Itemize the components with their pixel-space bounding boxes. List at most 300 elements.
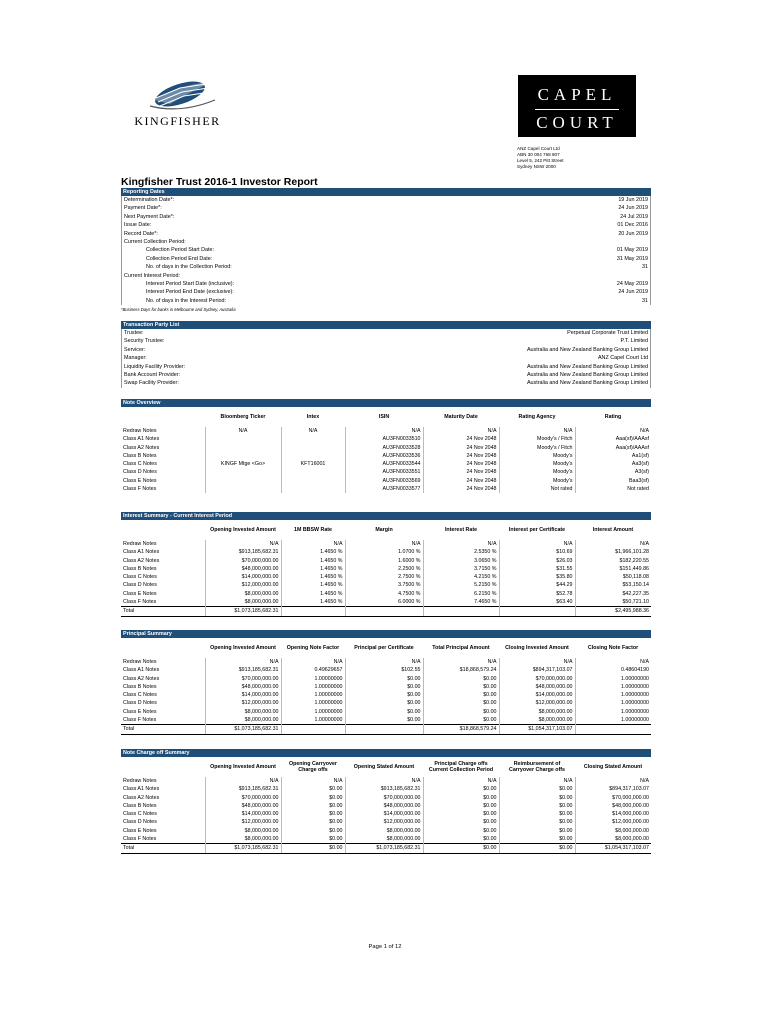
- info-label: Servicer:: [124, 346, 146, 353]
- total-label: Total: [121, 607, 205, 616]
- table-cell: AU3FN0033536: [345, 452, 423, 460]
- column-header: [121, 407, 205, 427]
- table-cell: $14,000,000.00: [575, 810, 651, 818]
- table-cell: $48,000,000.00: [205, 683, 281, 691]
- info-value: 20 Jun 2019: [618, 230, 648, 237]
- row-label: Class B Notes: [123, 683, 157, 690]
- address-line: Level 5, 242 Pitt Street: [517, 158, 564, 163]
- table-cell: N/A: [575, 540, 651, 548]
- table-cell: $0.00: [423, 835, 499, 844]
- table-row: [121, 683, 651, 691]
- table-cell: $0.00: [499, 835, 575, 844]
- table-cell: $0.00: [423, 675, 499, 683]
- table-cell: Aa1(sf): [575, 452, 651, 460]
- table-row: [121, 427, 651, 435]
- table-row: [121, 675, 651, 683]
- section-header: Note Charge off Summary: [121, 749, 651, 757]
- table-cell: $8,000,000.00: [575, 835, 651, 844]
- info-row: [121, 246, 651, 254]
- table-cell: AU3FN0033544: [345, 460, 423, 468]
- total-cell: $0.00: [281, 844, 345, 853]
- column-header: [121, 757, 205, 777]
- kingfisher-bird-icon: [120, 78, 235, 114]
- total-cell: $1,073,185,682.31: [205, 725, 281, 734]
- table-cell: Moody's: [499, 477, 575, 485]
- table-cell: $0.00: [499, 827, 575, 835]
- table-cell: $182,220.55: [575, 557, 651, 565]
- table-cell: Moody's: [499, 452, 575, 460]
- table-row: [121, 699, 651, 707]
- table-cell: 1.6000 %: [345, 557, 423, 565]
- table-row: [121, 557, 651, 565]
- transaction-party-section: [121, 321, 651, 388]
- table-cell: 1.4650 %: [281, 581, 345, 589]
- table-row: [121, 590, 651, 598]
- row-label: Class A2 Notes: [123, 794, 160, 801]
- info-label: Interest Period End Date (exclusive):: [146, 289, 234, 296]
- row-label: Redraw Notes: [123, 428, 157, 434]
- info-row: [121, 213, 651, 221]
- table-cell: $12,000,000.00: [499, 699, 575, 707]
- column-header: Total Principal Amount: [432, 645, 490, 651]
- row-label: Class A2 Notes: [123, 444, 160, 451]
- table-cell: [205, 444, 281, 452]
- table-row: [121, 785, 651, 793]
- table-cell: [205, 435, 281, 443]
- column-header: Intex: [306, 414, 320, 420]
- table-cell: [281, 444, 345, 452]
- table-cell: $63.40: [499, 598, 575, 607]
- table-cell: 1.00000000: [575, 691, 651, 699]
- business-days-note: *Business Days for banks in Melbourne and Sydney, Australia: [121, 307, 236, 313]
- total-cell: [499, 607, 575, 616]
- total-cell: $0.00: [499, 844, 575, 853]
- table-cell: 1.4650 %: [281, 590, 345, 598]
- table-cell: $102.55: [345, 666, 423, 674]
- table-cell: $70,000,000.00: [205, 675, 281, 683]
- row-label: Class F Notes: [123, 486, 157, 493]
- address-line: ABN 30 004 768 807: [517, 152, 560, 157]
- table-cell: $70,000,000.00: [205, 794, 281, 802]
- table-cell: $8,000,000.00: [499, 716, 575, 725]
- table-cell: 1.4650 %: [281, 548, 345, 556]
- table-cell: $0.00: [499, 802, 575, 810]
- table-cell: A3(sf): [575, 468, 651, 476]
- row-label: Redraw Notes: [123, 541, 157, 547]
- table-cell: $0.00: [423, 818, 499, 826]
- table-row: [121, 460, 651, 468]
- row-label: Class A2 Notes: [123, 675, 160, 682]
- table-cell: [205, 477, 281, 485]
- table-cell: 1.00000000: [281, 675, 345, 683]
- table-cell: KINGF Mtge <Go>: [205, 460, 281, 468]
- table-cell: N/A: [423, 777, 499, 785]
- table-row: [121, 540, 651, 548]
- info-row: [121, 337, 651, 345]
- table-cell: N/A: [345, 658, 423, 666]
- info-value: ANZ Capel Court Ltd: [597, 355, 648, 362]
- table-cell: $0.00: [423, 683, 499, 691]
- table-cell: [205, 468, 281, 476]
- row-label: Class E Notes: [123, 590, 157, 597]
- table-cell: $14,000,000.00: [205, 810, 281, 818]
- info-label: Issue Date:: [124, 222, 152, 229]
- table-cell: $70,000,000.00: [499, 675, 575, 683]
- table-cell: $48,000,000.00: [499, 683, 575, 691]
- info-value: Australia and New Zealand Banking Group Limited: [526, 363, 648, 370]
- report-title: Kingfisher Trust 2016-1 Investor Report: [121, 176, 318, 188]
- table-cell: [281, 468, 345, 476]
- total-cell: [575, 725, 651, 734]
- info-label: Determination Date*:: [124, 197, 175, 203]
- row-label: Class A1 Notes: [123, 667, 160, 674]
- table-row: [121, 666, 651, 674]
- table-cell: [281, 485, 345, 493]
- column-header: Maturity Date: [444, 414, 478, 420]
- total-cell: $0.00: [423, 844, 499, 853]
- table-cell: Aaa(sf)/AAAsf: [575, 444, 651, 452]
- table-cell: 1.00000000: [575, 716, 651, 725]
- info-value: P.T. Limited: [620, 338, 648, 345]
- table-cell: 1.00000000: [281, 683, 345, 691]
- table-cell: 3.7500 %: [345, 581, 423, 589]
- table-cell: 4.7500 %: [345, 590, 423, 598]
- row-label: Class D Notes: [123, 469, 157, 476]
- info-row: [121, 288, 651, 296]
- info-label: Bank Account Provider:: [124, 371, 181, 378]
- column-header: Interest per Certificate: [508, 527, 566, 533]
- table-header-row: [121, 638, 651, 658]
- table-cell: $70,000,000.00: [205, 557, 281, 565]
- table-cell: N/A: [575, 777, 651, 785]
- table-cell: $52.78: [499, 590, 575, 598]
- transaction-party-rows: [121, 329, 651, 388]
- table-cell: [281, 435, 345, 443]
- table-cell: $8,000,000.00: [205, 708, 281, 716]
- table-cell: $8,000,000.00: [499, 708, 575, 716]
- table-cell: $14,000,000.00: [205, 691, 281, 699]
- info-value: Perpetual Corporate Trust Limited: [567, 330, 648, 336]
- table-cell: $35.80: [499, 573, 575, 581]
- note-overview-section: [121, 399, 651, 493]
- info-value: 31: [642, 297, 648, 304]
- table-cell: $50,721.10: [575, 598, 651, 607]
- table-cell: N/A: [205, 427, 281, 435]
- table-row: [121, 573, 651, 581]
- table-cell: $12,000,000.00: [205, 581, 281, 589]
- table-cell: $0.00: [423, 785, 499, 793]
- table-cell: $0.00: [423, 691, 499, 699]
- table-row: [121, 691, 651, 699]
- row-label: Class A2 Notes: [123, 557, 160, 564]
- table-cell: $8,000,000.00: [345, 827, 423, 835]
- table-cell: 24 Nov 2048: [423, 435, 499, 443]
- row-label: Class E Notes: [123, 477, 157, 484]
- row-label: Class D Notes: [123, 819, 157, 826]
- table-cell: Aaa(sf)/AAAsf: [575, 435, 651, 443]
- table-cell: $48,000,000.00: [205, 565, 281, 573]
- table-cell: N/A: [281, 658, 345, 666]
- table-cell: $8,000,000.00: [575, 827, 651, 835]
- column-header: [121, 520, 205, 540]
- table-cell: $0.00: [281, 794, 345, 802]
- table-cell: AU3FN0033551: [345, 468, 423, 476]
- table-cell: N/A: [575, 427, 651, 435]
- info-row: [121, 255, 651, 263]
- column-header: Closing Invested Amount: [505, 645, 569, 651]
- info-value: 24 Jul 2019: [620, 213, 648, 220]
- table-cell: N/A: [499, 658, 575, 666]
- table-cell: N/A: [423, 427, 499, 435]
- table-row: [121, 835, 651, 844]
- table-cell: 1.00000000: [575, 708, 651, 716]
- total-cell: $1,054,317,103.07: [499, 725, 575, 734]
- table-cell: 1.4650 %: [281, 573, 345, 581]
- table-cell: $0.00: [423, 716, 499, 725]
- table-cell: $8,000,000.00: [345, 835, 423, 844]
- table-cell: $14,000,000.00: [345, 810, 423, 818]
- table-row: [121, 548, 651, 556]
- table-cell: 0.49629657: [281, 666, 345, 674]
- row-label: Class B Notes: [123, 802, 157, 809]
- table-cell: $70,000,000.00: [575, 794, 651, 802]
- charge-off-summary-table: [121, 757, 651, 854]
- total-cell: $18,868,579.24: [423, 725, 499, 734]
- total-label: Total: [121, 725, 205, 734]
- table-cell: 5.2150 %: [423, 581, 499, 589]
- info-value: 19 Jun 2019: [618, 197, 648, 203]
- table-cell: $913,185,682.31: [205, 666, 281, 674]
- info-row: [121, 354, 651, 362]
- table-cell: $0.00: [423, 827, 499, 835]
- table-cell: $8,000,000.00: [205, 827, 281, 835]
- info-label: Trustee:: [124, 330, 144, 336]
- column-header: Opening Stated Amount: [353, 764, 415, 770]
- table-row: [121, 658, 651, 666]
- table-row: [121, 810, 651, 818]
- table-cell: $0.00: [423, 708, 499, 716]
- table-cell: 2.7500 %: [345, 573, 423, 581]
- column-header: Bloomberg Ticker: [220, 414, 266, 420]
- row-label: Class A1 Notes: [123, 436, 160, 443]
- table-cell: AU3FN0033577: [345, 485, 423, 493]
- page-number: Page 1 of 12: [368, 944, 402, 950]
- principal-summary-table: [121, 638, 651, 735]
- column-header: Principal Charge offs Current Collection Period: [428, 761, 494, 773]
- table-header-row: [121, 407, 651, 427]
- info-row: [121, 230, 651, 238]
- table-row: [121, 708, 651, 716]
- table-cell: 24 Nov 2048: [423, 460, 499, 468]
- column-header: Opening Invested Amount: [210, 527, 276, 533]
- info-label: Liquidity Facility Provider:: [124, 363, 186, 370]
- row-label: Class F Notes: [123, 836, 157, 843]
- table-cell: $0.00: [423, 810, 499, 818]
- column-header: Rating: [604, 414, 622, 420]
- table-cell: 1.00000000: [575, 683, 651, 691]
- table-cell: $0.00: [499, 794, 575, 802]
- info-row: [121, 346, 651, 354]
- table-cell: N/A: [281, 427, 345, 435]
- table-row: [121, 565, 651, 573]
- total-cell: $1,073,185,682.31: [205, 607, 281, 616]
- table-cell: $12,000,000.00: [205, 699, 281, 707]
- table-cell: 1.00000000: [575, 699, 651, 707]
- logo-rule: [535, 109, 619, 110]
- table-cell: $0.00: [423, 699, 499, 707]
- table-cell: N/A: [205, 658, 281, 666]
- section-header: Transaction Party List: [121, 321, 651, 329]
- table-cell: $26.03: [499, 557, 575, 565]
- kingfisher-logo: [120, 78, 235, 128]
- table-cell: AU3FN0033569: [345, 477, 423, 485]
- capel-text: CAPEL: [537, 85, 617, 104]
- table-row: [121, 477, 651, 485]
- table-cell: $48,000,000.00: [205, 802, 281, 810]
- interest-summary-table: [121, 520, 651, 617]
- total-cell: [281, 607, 345, 616]
- table-cell: Moody's: [499, 460, 575, 468]
- table-cell: $894,317,103.07: [575, 785, 651, 793]
- table-cell: N/A: [575, 658, 651, 666]
- section-header: Note Overview: [121, 399, 651, 407]
- table-cell: [281, 477, 345, 485]
- table-cell: $0.00: [499, 810, 575, 818]
- table-cell: 2.5350 %: [423, 548, 499, 556]
- table-cell: N/A: [499, 540, 575, 548]
- total-cell: [345, 725, 423, 734]
- table-row: [121, 794, 651, 802]
- info-row: [121, 238, 651, 246]
- table-cell: $31.55: [499, 565, 575, 573]
- principal-summary-section: [121, 630, 651, 735]
- info-value: Australia and New Zealand Banking Group Limited: [526, 380, 648, 387]
- info-label: Security Trustee:: [124, 338, 165, 345]
- table-cell: N/A: [423, 540, 499, 548]
- table-cell: N/A: [499, 427, 575, 435]
- table-cell: $0.00: [499, 785, 575, 793]
- info-row: [121, 263, 651, 271]
- table-cell: N/A: [281, 540, 345, 548]
- address-line: Sydney NSW 2000: [517, 164, 556, 169]
- column-header: Interest Amount: [592, 527, 634, 533]
- table-cell: Not rated: [575, 485, 651, 493]
- info-row: [121, 379, 651, 387]
- table-cell: 24 Nov 2048: [423, 485, 499, 493]
- column-header: Rating Agency: [518, 414, 556, 420]
- total-cell: $1,073,185,682.31: [345, 844, 423, 853]
- table-cell: $0.00: [281, 827, 345, 835]
- table-header-row: [121, 520, 651, 540]
- info-label: Interest Period Start Date (inclusive):: [146, 280, 235, 287]
- table-cell: 3.7150 %: [423, 565, 499, 573]
- info-value: 31: [642, 264, 648, 271]
- kingfisher-wordmark: KINGFISHER: [134, 114, 221, 128]
- interest-summary-section: [121, 512, 651, 617]
- table-cell: 1.00000000: [281, 691, 345, 699]
- table-cell: $8,000,000.00: [205, 590, 281, 598]
- table-row: [121, 827, 651, 835]
- column-header: [121, 638, 205, 658]
- table-row: [121, 485, 651, 493]
- table-row: [121, 818, 651, 826]
- info-row: [121, 272, 651, 280]
- table-cell: 1.00000000: [281, 699, 345, 707]
- table-row: [121, 581, 651, 589]
- column-header: Margin: [375, 527, 393, 533]
- info-label: Collection Period End Date:: [146, 255, 213, 262]
- info-row: [121, 196, 651, 204]
- table-cell: N/A: [345, 777, 423, 785]
- table-row: [121, 802, 651, 810]
- address-line: ANZ Capel Court Ltd: [517, 146, 560, 151]
- table-row: [121, 716, 651, 725]
- info-value: 24 Jun 2019: [618, 289, 648, 296]
- table-cell: $42,227.35: [575, 590, 651, 598]
- total-cell: [281, 725, 345, 734]
- table-header-row: [121, 757, 651, 777]
- capel-court-logo: [518, 75, 636, 137]
- table-row: [121, 598, 651, 607]
- table-cell: N/A: [423, 658, 499, 666]
- table-cell: $8,000,000.00: [205, 716, 281, 725]
- info-value: Australia and New Zealand Banking Group Limited: [526, 371, 648, 378]
- table-cell: Aa3(sf): [575, 460, 651, 468]
- table-cell: 1.00000000: [575, 675, 651, 683]
- row-label: Redraw Notes: [123, 778, 157, 784]
- info-value: 24 May 2019: [616, 280, 648, 287]
- table-cell: $0.00: [281, 785, 345, 793]
- table-cell: 6.0000 %: [345, 598, 423, 607]
- total-cell: [345, 607, 423, 616]
- table-cell: $0.00: [423, 802, 499, 810]
- table-cell: 24 Nov 2048: [423, 477, 499, 485]
- table-cell: 1.4650 %: [281, 598, 345, 607]
- total-cell: $2,495,988.36: [575, 607, 651, 616]
- table-cell: N/A: [205, 540, 281, 548]
- note-overview-table: [121, 407, 651, 493]
- table-cell: $44.29: [499, 581, 575, 589]
- table-cell: $14,000,000.00: [205, 573, 281, 581]
- table-cell: 4.2150 %: [423, 573, 499, 581]
- section-header: Reporting Dates: [121, 188, 651, 196]
- table-cell: $14,000,000.00: [499, 691, 575, 699]
- info-value: 24 Jun 2019: [618, 205, 648, 212]
- company-address: [517, 146, 563, 170]
- court-text: COURT: [536, 113, 618, 132]
- table-cell: $0.00: [345, 691, 423, 699]
- info-value: 01 May 2019: [616, 247, 648, 254]
- row-label: Class A1 Notes: [123, 549, 160, 556]
- table-cell: $12,000,000.00: [345, 818, 423, 826]
- table-cell: $0.00: [345, 683, 423, 691]
- table-cell: $48,000,000.00: [575, 802, 651, 810]
- table-cell: $151,449.86: [575, 565, 651, 573]
- row-label: Redraw Notes: [123, 659, 157, 665]
- info-label: Current Interest Period:: [124, 272, 181, 279]
- table-row: [121, 444, 651, 452]
- column-header: 1M BBSW Rate: [294, 527, 332, 533]
- info-label: Payment Date*:: [124, 205, 162, 212]
- table-row: [121, 452, 651, 460]
- table-cell: $0.00: [345, 699, 423, 707]
- table-cell: Not rated: [499, 485, 575, 493]
- table-cell: 7.4650 %: [423, 598, 499, 607]
- table-cell: $0.00: [345, 675, 423, 683]
- table-cell: Moody's / Fitch: [499, 435, 575, 443]
- column-header: Opening Invested Amount: [210, 764, 276, 770]
- row-label: Class C Notes: [123, 461, 157, 468]
